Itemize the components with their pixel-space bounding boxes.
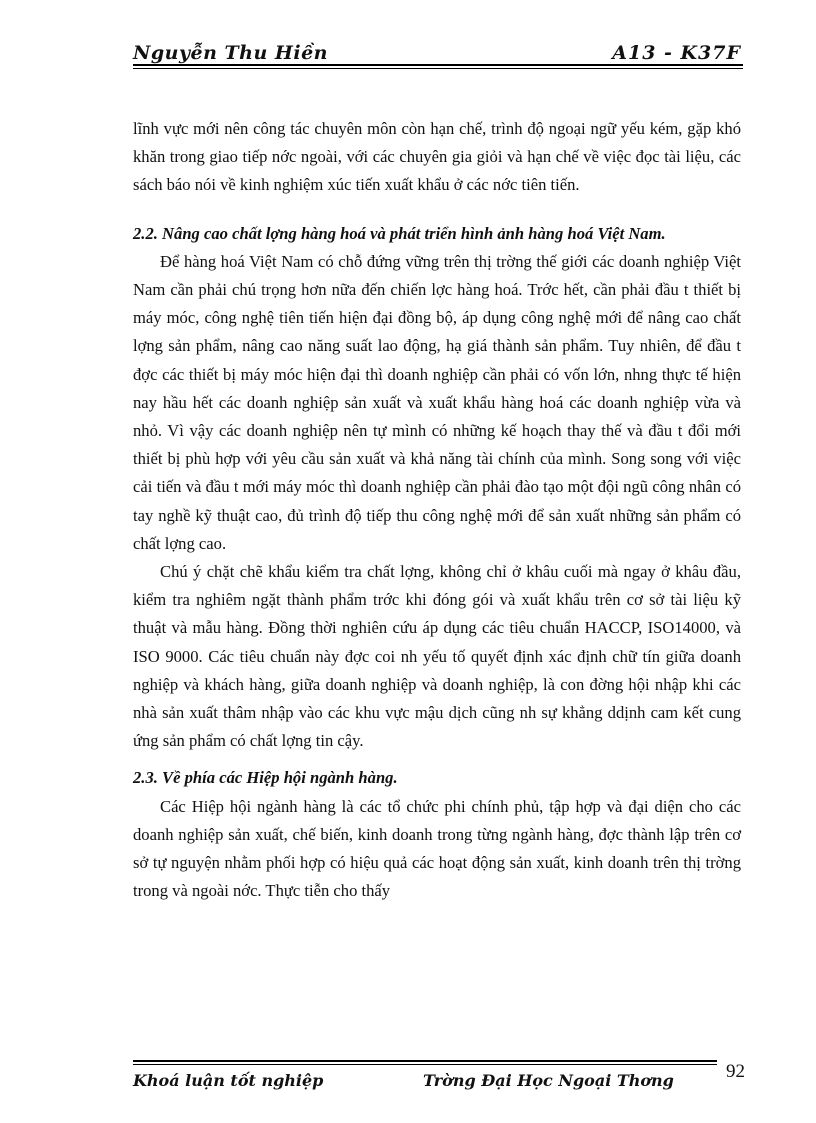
page-number: 92 bbox=[726, 1061, 745, 1082]
paragraph-continuation: lĩnh vực mới nên công tác chuyên môn còn hạn chế, trình độ ngoại ngữ yếu kém, gặp khó khăn trong giao tiếp nớc ngoài, với các chuyên gia giỏi và hạn chế về việc đọc tài liệu, các sách báo nói về kinh nghiệm xúc tiến xuất khẩu ở các nớc tiên tiến. bbox=[133, 119, 741, 195]
header-author: Nguyễn Thu Hiền bbox=[133, 42, 328, 64]
header-class-code: A13 - K37F bbox=[612, 42, 741, 64]
footer-thesis-label: Khoá luận tốt nghiệp bbox=[133, 1071, 324, 1090]
section-heading-2-2: 2.2. Nâng cao chất lợng hàng hoá và phát triển hình ảnh hàng hoá Việt Nam. bbox=[133, 223, 666, 243]
section-heading-2-3: 2.3. Về phía các Hiệp hội ngành hàng. bbox=[133, 768, 398, 788]
footer-university: Trờng Đại Học Ngoại Thơng bbox=[423, 1071, 674, 1090]
document-body bbox=[133, 115, 741, 905]
footer-rule bbox=[133, 1060, 717, 1062]
page-footer bbox=[133, 1060, 745, 1090]
paragraph-quality-investment: Để hàng hoá Việt Nam có chỗ đứng vững trên thị trờng thế giới các doanh nghiệp Việt Nam cần phải chú trọng hơn nữa đến chiến lợc hàng hoá. Trớc hết, cần phải đầu t thiết bị máy móc, công nghệ tiên tiến hiện đại đồng bộ, áp dụng công nghệ mới để nâng cao chất lợng sản phẩm, nâng cao năng suất lao động, hạ giá thành sản phẩm. Tuy nhiên, để đầu t đợc các thiết bị máy móc hiện đại thì doanh nghiệp cần phải có vốn lớn, nhng thực tế hiện nay hầu hết các doanh nghiệp sản xuất và xuất khẩu hàng hoá các doanh nghiệp vừa và nhỏ. Vì vậy các doanh nghiệp nên tự mình có những kế hoạch thay thế và đầu t đổi mới thiết bị phù hợp với yêu cầu sản xuất và khả năng tài chính của mình. Song song với việc cải tiến và đầu t mới máy móc thì doanh nghiệp cần phải đào tạo một đội ngũ công nhân có tay nghề kỹ thuật cao, đủ trình độ tiếp thu công nghệ mới để sản xuất những sản phẩm có chất lợng cao. bbox=[133, 251, 741, 553]
page-header bbox=[133, 40, 743, 66]
footer-rule-thin bbox=[133, 1064, 717, 1065]
header-rule bbox=[133, 64, 743, 66]
header-rule-thin bbox=[133, 68, 743, 69]
paragraph-quality-control: Chú ý chặt chẽ khẩu kiểm tra chất lợng, không chỉ ở khâu cuối mà ngay ở khâu đầu, kiểm tra nghiêm ngặt thành phẩm trớc khi đóng gói và xuất khẩu trên cơ sở tài liệu kỹ thuật và mẫu hàng. Đồng thời nghiên cứu áp dụng các tiêu chuẩn HACCP, ISO14000, và ISO 9000. Các tiêu chuẩn này đợc coi nh yếu tố quyết định xác định chữ tín giữa doanh nghiệp và khách hàng, giữa doanh nghiệp và doanh nghiệp, là con đờng hội nhập khi các nhà sản xuất thâm nhập vào các khu vực mậu dịch cũng nh sự khẳng ddịnh cam kết cung ứng sản phẩm có chất lợng tin cậy. bbox=[133, 562, 741, 751]
paragraph-associations: Các Hiệp hội ngành hàng là các tổ chức phi chính phủ, tập hợp và đại diện cho các doanh nghiệp sản xuất, chế biến, kinh doanh trong từng ngành hàng, đợc thành lập trên cơ sở tự nguyện nhằm phối hợp có hiệu quả các hoạt động sản xuất, kinh doanh trên thị trờng trong và ngoài nớc. Thực tiễn cho thấy bbox=[133, 796, 741, 901]
